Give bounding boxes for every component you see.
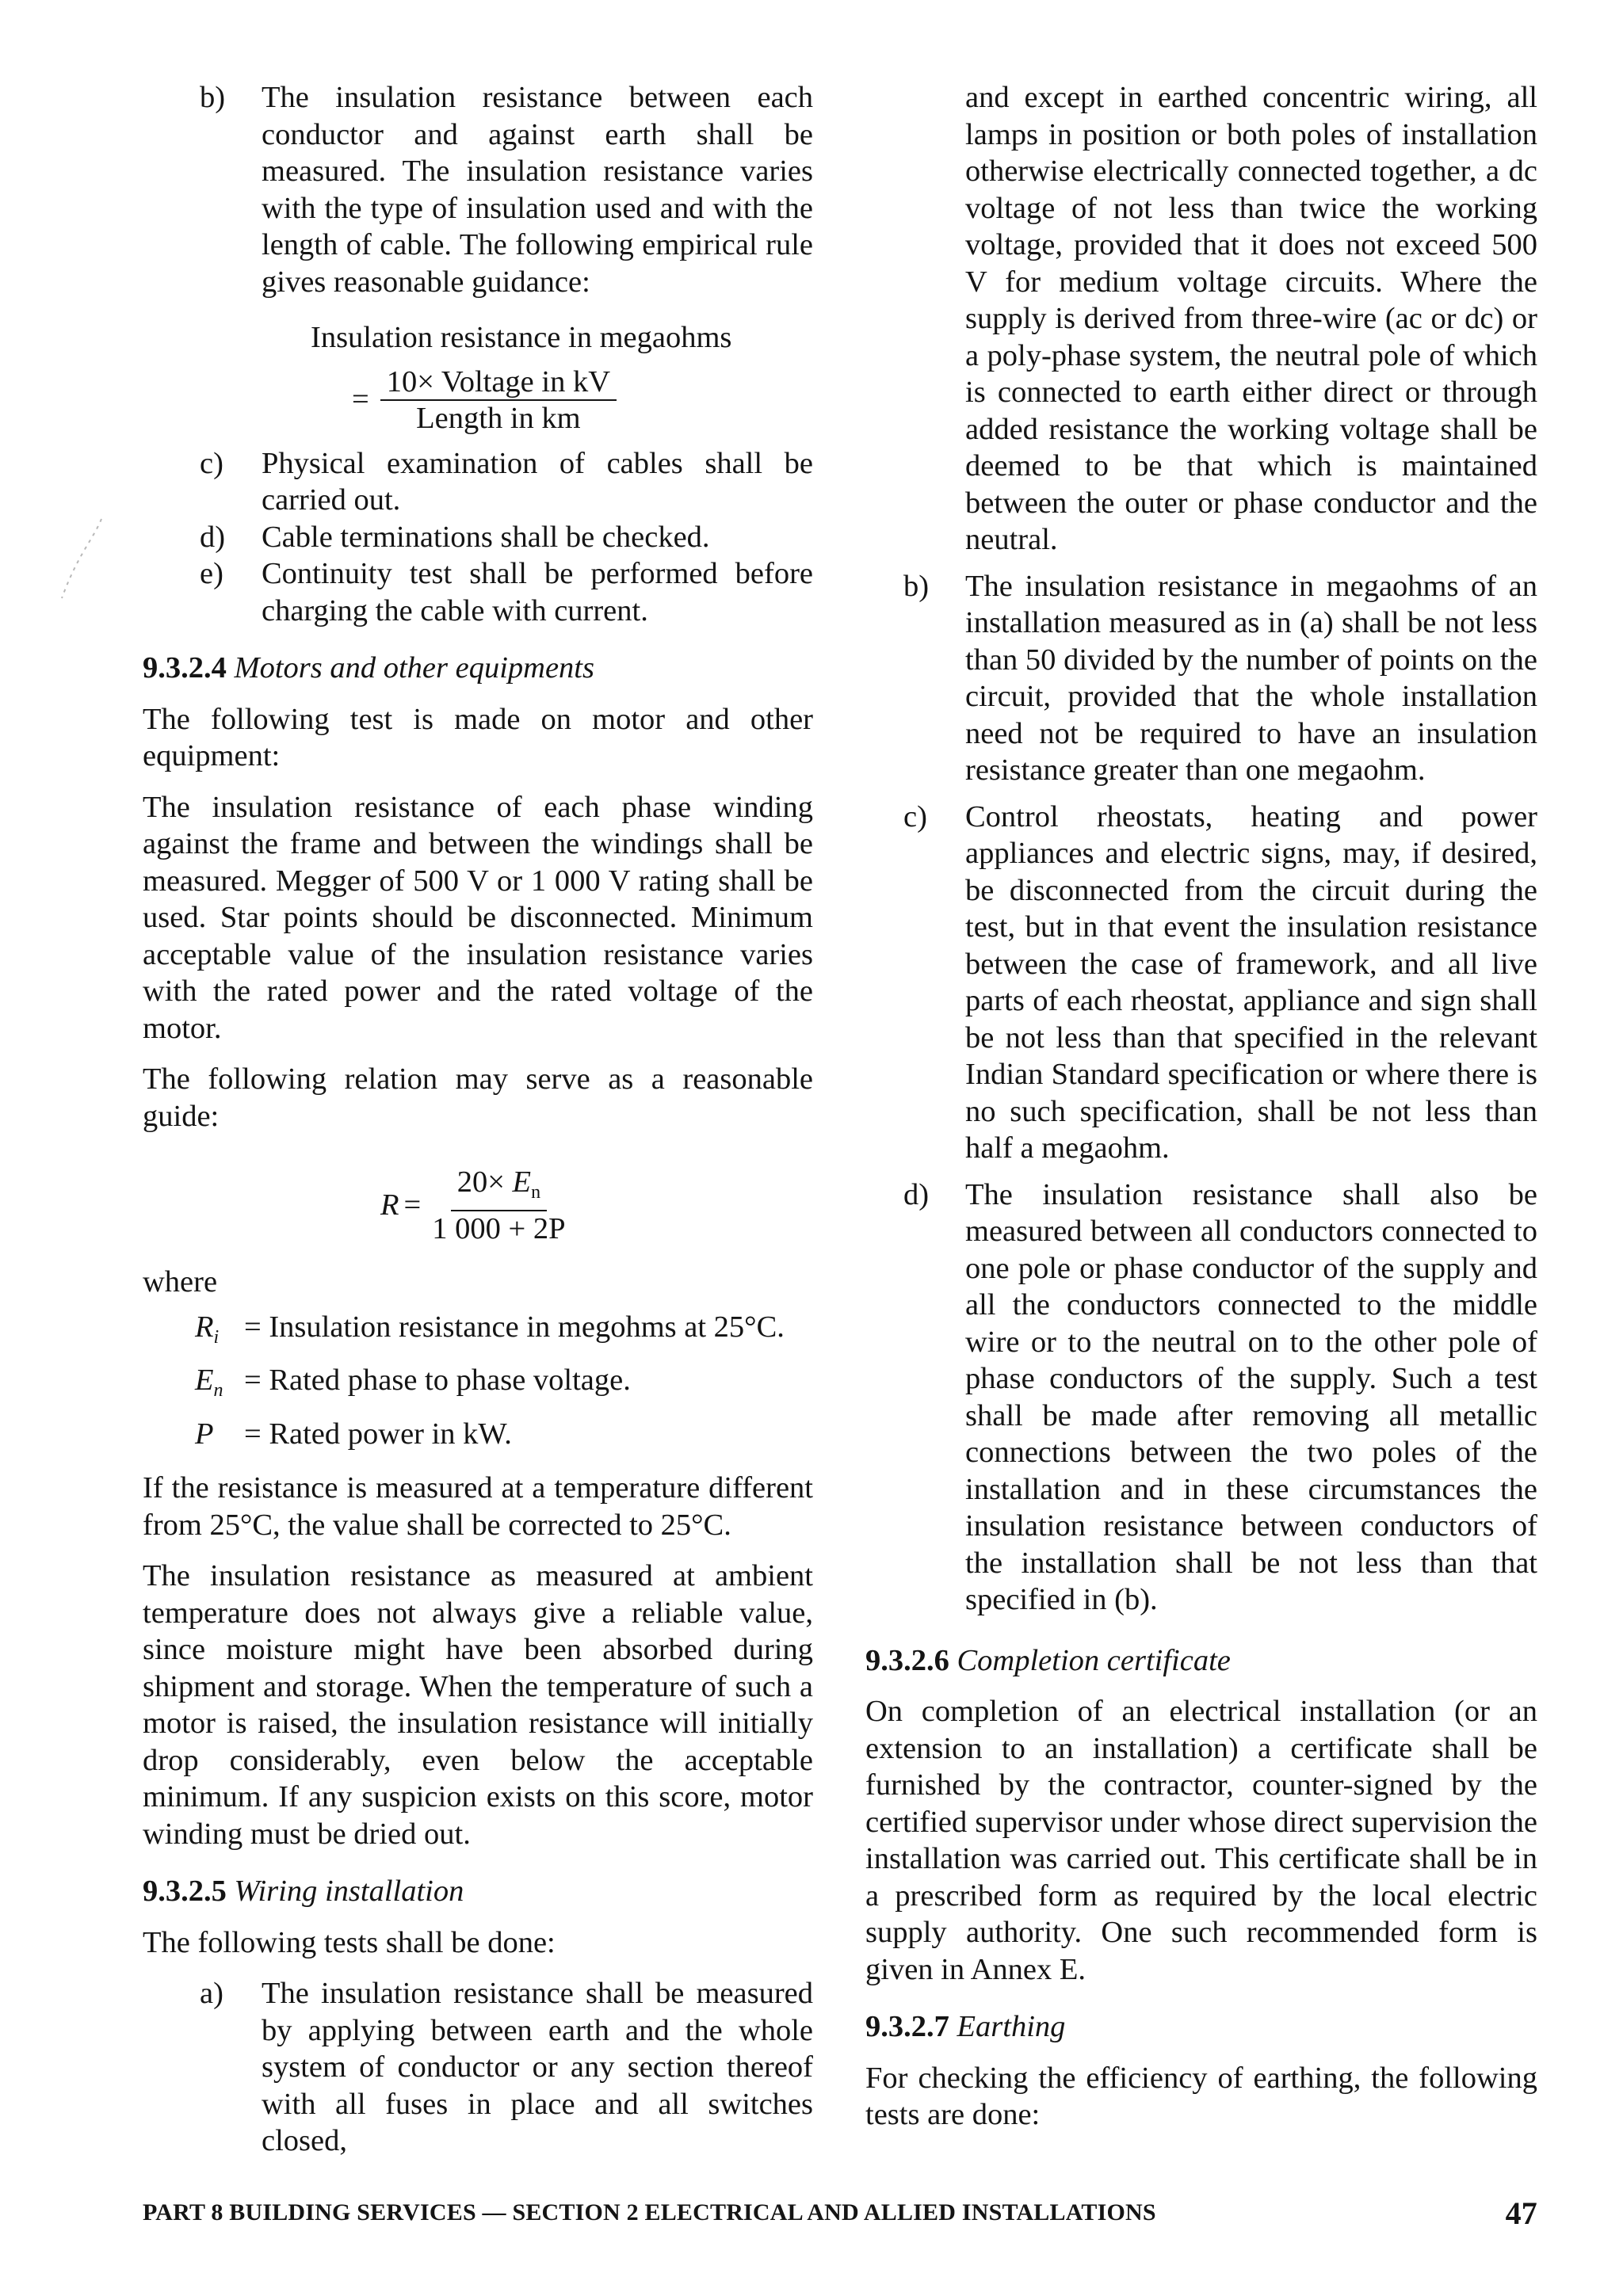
section-heading-9326	[865, 1642, 1537, 1680]
section-number: 9.3.2.7	[865, 2010, 949, 2043]
paragraph: The insulation resistance of each phase winding against the frame and between the windings shall be measured. Megger of 500 V or 1 000 V rating shall be used. Star points should be disconnected. Minimum acceptable value of the insulation resistance varies with the rated power and the rated voltage of the motor.	[143, 790, 813, 1045]
paragraph: The following test is made on motor and other equipment:	[143, 702, 813, 772]
definition-text: = Rated phase to phase voltage.	[244, 1363, 631, 1397]
paragraph: The following tests shall be done:	[143, 1925, 556, 1959]
list-text: The insulation resistance shall be measured by applying between earth and the whole system of conductor or any section thereof with all fuses in place and all switches closed,	[262, 1977, 813, 2157]
section-number: 9.3.2.5	[143, 1875, 227, 1908]
left-column	[143, 79, 813, 2160]
definition-row	[143, 1362, 813, 1409]
formula-denominator: 1 000 + 2P	[432, 1212, 566, 1245]
formula-sub: n	[531, 1182, 541, 1203]
list-marker: b)	[200, 81, 226, 114]
section-title: Motors and other equipments	[234, 651, 594, 685]
definition-row	[143, 1416, 813, 1453]
list-item-d	[865, 1177, 1537, 1619]
list-text: The insulation resistance in megaohms of an installation measured as in (a) shall be not less than 50 divided by the number of points on the circuit, provided that the whole installation need not be required to have an insulation resistance greater than one megaohm.	[965, 569, 1537, 787]
paragraph: If the resistance is measured at a temperature different from 25°C, the value shall be corrected to 25°C.	[143, 1471, 813, 1542]
section-title: Wiring installation	[234, 1875, 464, 1908]
list-item-b	[865, 568, 1537, 789]
section-number: 9.3.2.4	[143, 651, 227, 685]
symbol-sub: i	[213, 1326, 220, 1348]
formula-motor-resistance	[143, 1165, 813, 1246]
section-title: Earthing	[957, 2010, 1066, 2043]
definition-text: = Rated power in kW.	[244, 1417, 512, 1451]
formula-denominator: Length in km	[416, 401, 581, 435]
list-text: Physical examination of cables shall be carried out.	[262, 446, 813, 517]
section-heading-9324	[143, 650, 813, 687]
scan-mark	[54, 515, 109, 602]
symbol-letter: P	[195, 1417, 214, 1451]
list-text: Control rheostats, heating and power appliances and electric signs, may, if desired, be disconnected from the circuit during the test, but in that event the insulation resistance between the case of framework, and all live parts of each rheostat, appliance and sign shall be not less than that specified in the relevant Indian Standard specification or where there is no such specification, shall be not less than half a megaohm.	[965, 799, 1537, 1165]
list-item-c	[143, 445, 813, 519]
list-marker: d)	[903, 1177, 930, 1211]
list-text: The insulation resistance between each conductor and against earth shall be measured. The insulation resistance varies with the type of insulation used and with the length of cable. The following empirical rule gives reasonable guidance:	[262, 81, 813, 299]
list-item-a	[143, 1975, 813, 2160]
list-item-d	[143, 519, 813, 556]
formula-fraction	[426, 1165, 571, 1246]
formula-fraction	[380, 364, 617, 436]
formula-var: E	[512, 1165, 532, 1199]
list-item-c	[865, 799, 1537, 1167]
list-c-e	[143, 445, 813, 630]
definitions	[143, 1309, 813, 1453]
formula-equals: =	[403, 1188, 422, 1222]
list-item-b	[143, 79, 813, 300]
definition-row	[143, 1309, 813, 1356]
section-number: 9.3.2.6	[865, 1643, 949, 1677]
list-marker: c)	[200, 446, 223, 480]
where-label: where	[143, 1265, 218, 1299]
section-title: Completion certificate	[957, 1643, 1231, 1677]
definition-symbol	[195, 1309, 244, 1356]
formula-numerator: 10× Voltage in kV	[380, 364, 617, 401]
continuation-paragraph: and except in earthed concentric wiring, all lamps in position or both poles of installation otherwise electrically connected together, a dc voltage of not less than twice the working voltage, provided that it does not exceed 500 V for medium voltage circuits. Where the supply is derived from three-wire (ac or dc) or a poly-phase system, the neutral pole of which is connected to earth either direct or through added resistance the working voltage shall be deemed to be that which is maintained between the outer or phase conductor and the neutral.	[965, 81, 1537, 556]
page-number: 47	[1505, 2195, 1537, 2231]
list-item-e	[143, 555, 813, 629]
formula-equals: =	[352, 383, 369, 417]
list-text: The insulation resistance shall also be measured between all conductors connected to one pole or phase conductor of the supply and all the conductors connected to the middle wire or to the neutral on to the other pole of phase conductors of the supply. Such a test shall be made after removing all metallic connections between the two poles of the installation and in these circumstances the insulation resistance between conductors of the installation shall be not less than that specified in (b).	[965, 1177, 1537, 1616]
footer-title: PART 8 BUILDING SERVICES — SECTION 2 ELECTRICAL AND ALLIED INSTALLATIONS	[143, 2199, 1156, 2225]
paragraph: For checking the efficiency of earthing, the following tests are done:	[865, 2061, 1537, 2131]
paragraph: The following relation may serve as a reasonable guide:	[143, 1062, 813, 1133]
paragraph: On completion of an electrical installation (or an extension to an installation) a certificate shall be furnished by the contractor, counter-signed by the certified supervisor under whose direct supervision the installation was carried out. This certificate shall be in a prescribed form as required by the local electric supply authority. One such recommended form is given in Annex E.	[865, 1695, 1537, 1986]
section-heading-9325	[143, 1873, 813, 1910]
formula-label: Insulation resistance in megaohms	[311, 321, 732, 354]
list-marker: e)	[200, 557, 223, 590]
section-heading-9327	[865, 2008, 1537, 2046]
formula-insulation-cable	[143, 319, 813, 436]
right-column	[865, 79, 1537, 2134]
definition-symbol	[195, 1416, 244, 1453]
definition-symbol	[195, 1362, 244, 1409]
paragraph: The insulation resistance as measured at ambient temperature does not always give a reliable value, since moisture might have been absorbed during shipment and storage. When the temperature of such a motor is raised, the insulation resistance will initially drop considerably, even below the acceptable minimum. If any suspicion exists on this score, motor winding must be dried out.	[143, 1559, 813, 1851]
list-text: Cable terminations shall be checked.	[262, 520, 710, 554]
formula-coef: 20×	[456, 1165, 505, 1199]
list-marker: d)	[200, 520, 226, 554]
list-marker: a)	[200, 1977, 223, 2010]
formula-numerator	[451, 1165, 547, 1211]
list-text: Continuity test shall be performed before charging the cable with current.	[262, 557, 813, 627]
page-footer	[143, 2195, 1537, 2233]
formula-lhs: R	[380, 1188, 399, 1222]
list-marker: b)	[903, 569, 930, 603]
definition-text: = Insulation resistance in megohms at 25°C.	[244, 1310, 785, 1344]
symbol-letter: R	[195, 1310, 214, 1344]
symbol-sub: n	[213, 1380, 223, 1401]
list-marker: c)	[903, 799, 927, 833]
symbol-letter: E	[195, 1363, 214, 1397]
